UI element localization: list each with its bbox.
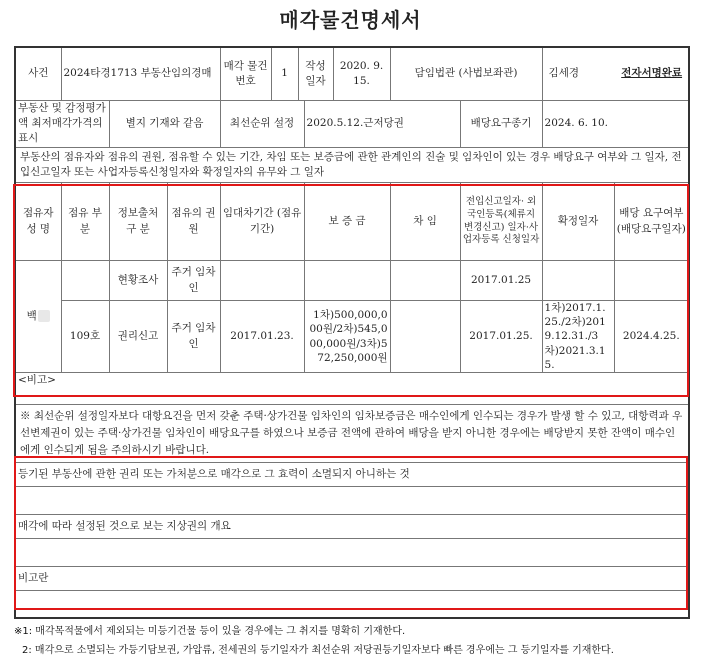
sale-item-statement-table <box>14 46 690 619</box>
col-occupant-name: 점유자 성 명 <box>15 183 61 261</box>
property-appraisal-value: 별지 기재와 같음 <box>109 101 220 148</box>
case-label: 사건 <box>15 47 61 101</box>
cell-rent <box>390 301 460 373</box>
section-unextinguished-rights-value <box>15 486 689 514</box>
cell-period: 2017.01.23. <box>220 301 304 373</box>
col-rent: 차 임 <box>390 183 460 261</box>
item-number-value: 1 <box>271 48 298 100</box>
cell-source: 현황조사 <box>109 261 167 301</box>
cell-move-in: 2017.01.25. <box>460 301 542 373</box>
occupancy-description: 부동산의 점유자와 점유의 권원, 점유할 수 있는 기간, 차임 또는 보증금에 관한 관계인의 진술 및 임차인이 있는 경우 배당요구 여부와 그 일자, 전입신고일자 또는 사업자등록신청일자와 확정일자의 유무와 그 일자 <box>15 147 689 182</box>
cell-fixed-date: 1차)2017.1.25./2차)2019.12.31./3차)2021.3.15. <box>542 301 614 373</box>
col-deposit: 보 증 금 <box>304 183 390 261</box>
table-row <box>15 261 689 301</box>
written-date-value: 2020. 9. 15. <box>339 59 384 87</box>
cell-rent <box>390 261 460 301</box>
cell-title: 주거 임차인 <box>167 261 220 301</box>
footnotes <box>14 622 694 660</box>
dividend-deadline-label: 배당요구종기 <box>460 101 542 148</box>
table-row <box>15 301 689 373</box>
cell-dividend <box>614 261 689 301</box>
judge-label: 담임법관 (사법보좌관) <box>390 47 542 101</box>
document-title: 매각물건명세서 <box>279 8 422 32</box>
cell-fixed-date <box>542 261 614 301</box>
remark-label: <비고> <box>15 372 689 404</box>
electronic-signature: 전자서명완료 <box>621 67 683 80</box>
cell-deposit: 1차)500,000,000원/2차)545,000,000원/3차)572,250,000원 <box>304 301 390 373</box>
cell-part <box>61 261 109 301</box>
section-remarks-value <box>15 590 689 618</box>
cell-deposit <box>304 261 390 301</box>
occupant-name: 백 <box>26 309 37 322</box>
warning-text: ※ 최선순위 설정일자보다 대항요건을 먼저 갖춘 주택·상가건물 임차인의 임차보증금은 매수인에게 인수되는 경우가 발생 할 수 있고, 대항력과 우선변제권이 있는 주택·상가건물 임차인이 배당요구를 하였으나 보증금 전액에 관하여 배당을 받지 아니한 경우에는 배당받지 못한 잔액이 매수인에게 인수되게 됨을 주의하시기 바랍니다. <box>15 404 689 462</box>
col-dividend-request: 배당 요구여부 (배당요구일자) <box>614 183 689 261</box>
cell-period <box>220 261 304 301</box>
col-fixed-date: 확정일자 <box>542 183 614 261</box>
section-remarks-label: 비고란 <box>15 566 689 590</box>
cell-title: 주거 임차인 <box>167 301 220 373</box>
cell-source: 권리신고 <box>109 301 167 373</box>
dividend-deadline-value: 2024. 6. 10. <box>542 101 689 148</box>
senior-lien-value: 2020.5.12.근저당권 <box>304 101 460 148</box>
cell-dividend: 2024.4.25. <box>614 301 689 373</box>
redacted-name <box>38 310 50 322</box>
item-number-label: 매각 물건번호 <box>221 48 272 100</box>
col-info-source: 정보출처 구 분 <box>109 183 167 261</box>
col-occupied-part: 점유 부분 <box>61 183 109 261</box>
footnote-1: ※1: 매각목적물에서 제외되는 미등기건물 등이 있을 경우에는 그 취지를 명확히 기재한다. <box>14 626 406 637</box>
col-lease-period: 임대차기간 (점유기간) <box>220 183 304 261</box>
written-date-label: 작성 일자 <box>298 48 333 100</box>
senior-lien-label: 최선순위 설정 <box>220 101 304 148</box>
cell-move-in: 2017.01.25 <box>460 261 542 301</box>
cell-part: 109호 <box>61 301 109 373</box>
section-unextinguished-rights-label: 등기된 부동산에 관한 권리 또는 가처분으로 매각으로 그 효력이 소멸되지 아니하는 것 <box>15 462 689 486</box>
col-move-in-date: 전입신고일자· 외국인등록(체류지변경신고) 일자·사업자등록 신청일자 <box>460 183 542 261</box>
occupant-name-cell <box>15 261 61 373</box>
footnote-2: 2: 매각으로 소멸되는 가등기담보권, 가압류, 전세권의 등기일자가 최선순위 저당권등기일자보다 빠른 경우에는 그 등기일자를 기재한다. <box>22 645 614 656</box>
section-surface-rights-value <box>15 538 689 566</box>
col-occupancy-title: 점유의 권 원 <box>167 183 220 261</box>
judge-name: 김세경 <box>548 67 579 80</box>
property-appraisal-label: 부동산 및 감정평가액 최저매각가격의 표시 <box>15 101 109 148</box>
case-number: 2024타경1713 부동산임의경매 <box>61 47 220 101</box>
section-surface-rights-label: 매각에 따라 설정된 것으로 보는 지상권의 개요 <box>15 514 689 538</box>
